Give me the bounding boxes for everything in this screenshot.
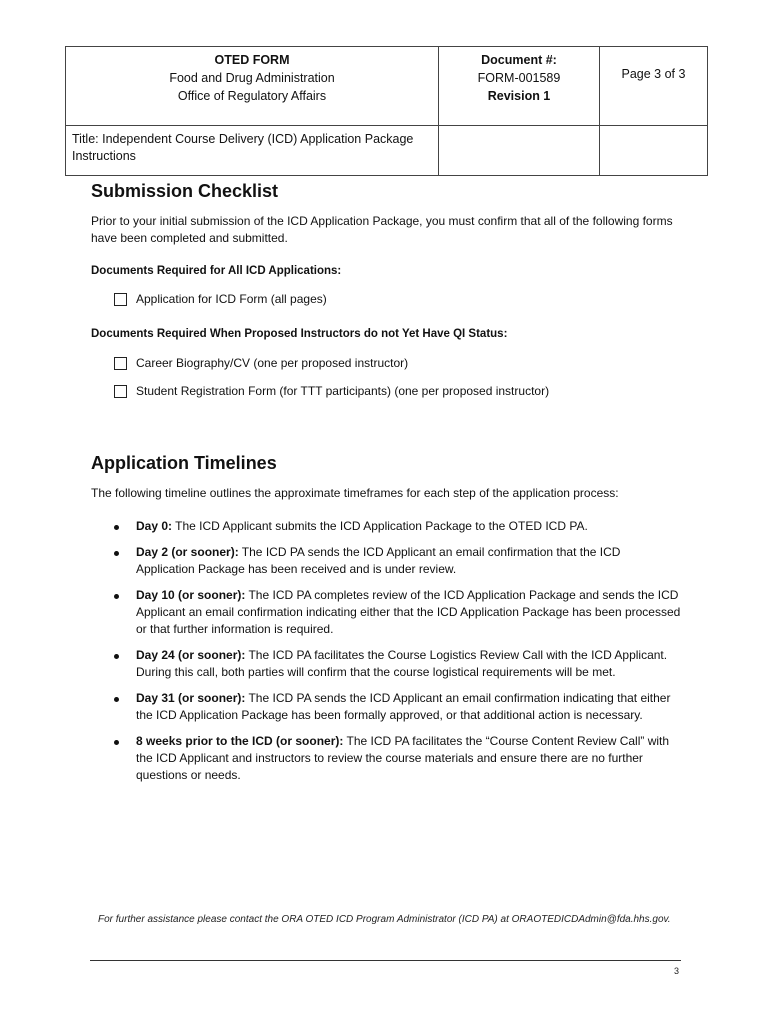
form-name: OTED FORM <box>214 53 290 67</box>
timeline-item <box>91 518 681 535</box>
page-count-cell <box>600 47 708 126</box>
bullet-icon <box>114 525 119 530</box>
checkbox[interactable] <box>114 293 127 306</box>
checkbox[interactable] <box>114 385 127 398</box>
timeline-text: The ICD PA sends the ICD Applicant an email confirmation that the ICD Application Package has been received and is under review. <box>136 545 621 576</box>
timeline-label: 8 weeks prior to the ICD (or sooner): <box>136 734 344 748</box>
document-number-cell <box>439 47 600 126</box>
bullet-icon <box>114 740 119 745</box>
timeline-list <box>91 518 681 793</box>
document-title-line1: Title: Independent Course Delivery (ICD) Application Package <box>72 132 414 146</box>
checklist-intro-line1: Prior to your initial submission of the ICD Application Package, you must confirm that all of the following forms <box>91 214 673 228</box>
checklist-item-label: Student Registration Form (for TTT participants) (one per proposed instructor) <box>136 384 550 398</box>
timeline-label: Day 10 (or sooner): <box>136 588 246 602</box>
checklist-intro-line2: have been completed and submitted. <box>91 231 288 245</box>
bullet-icon <box>114 551 119 556</box>
empty-cell <box>439 126 600 176</box>
checklist-item-label: Application for ICD Form (all pages) <box>136 292 327 306</box>
timeline-label: Day 0: <box>136 519 173 533</box>
timeline-item <box>91 733 681 784</box>
checklist-item[interactable] <box>114 292 327 306</box>
document-number: FORM-001589 <box>477 71 561 85</box>
page-number: 3 <box>674 966 680 976</box>
document-label: Document #: <box>481 53 557 67</box>
timeline-label: Day 31 (or sooner): <box>136 691 246 705</box>
timeline-text: The ICD PA completes review of the ICD Application Package and sends the ICD Applicant an email confirmation indicating either that the ICD Application Package has been processed or that further information is required. <box>136 588 681 636</box>
bullet-icon <box>114 697 119 702</box>
revision: Revision 1 <box>487 89 551 103</box>
timeline-item <box>91 544 681 578</box>
timeline-label: Day 2 (or sooner): <box>136 545 239 559</box>
page-count: Page 3 of 3 <box>621 67 686 81</box>
checkbox[interactable] <box>114 357 127 370</box>
checklist-item[interactable] <box>114 356 408 370</box>
required-no-qi-label: Documents Required When Proposed Instructors do not Yet Have QI Status: <box>91 328 508 340</box>
submission-checklist-heading: Submission Checklist <box>91 181 279 201</box>
contact-note: For further assistance please contact the ORA OTED ICD Program Administrator (ICD PA) at ORAOTEDICDAdmin@fda.hhs.gov. <box>98 914 671 925</box>
timeline-item <box>91 587 681 638</box>
timeline-label: Day 24 (or sooner): <box>136 648 246 662</box>
timeline-item <box>91 690 681 724</box>
empty-cell <box>600 126 708 176</box>
timelines-intro: The following timeline outlines the approximate timeframes for each step of the application process: <box>91 486 619 500</box>
required-all-label: Documents Required for All ICD Applications: <box>91 265 342 277</box>
checklist-item-label: Career Biography/CV (one per proposed instructor) <box>136 356 409 370</box>
timeline-text: The ICD PA sends the ICD Applicant an email confirmation indicating that either the ICD Application Package has been formally approved, or that additional action is necessary. <box>136 691 671 722</box>
timeline-text: The ICD PA facilitates the Course Logistics Review Call with the ICD Applicant. During this call, both parties will confirm that the course logistical requirements will be met. <box>136 648 668 679</box>
checklist-item[interactable] <box>114 384 549 398</box>
checklist-intro <box>91 213 673 247</box>
office-name: Office of Regulatory Affairs <box>177 89 327 103</box>
application-timelines-heading: Application Timelines <box>91 453 277 473</box>
timeline-text: The ICD Applicant submits the ICD Application Package to the OTED ICD PA. <box>172 519 588 533</box>
footer-divider <box>90 960 681 961</box>
form-identity-cell <box>66 47 439 126</box>
timeline-item <box>91 647 681 681</box>
document-header-table <box>65 46 708 176</box>
document-title-cell <box>66 126 439 176</box>
bullet-icon <box>114 594 119 599</box>
document-title-line2: Instructions <box>72 149 136 163</box>
agency-name: Food and Drug Administration <box>169 71 335 85</box>
timeline-text: The ICD PA facilitates the “Course Content Review Call” with the ICD Applicant and instructors to review the course materials and ensure there are no further questions or needs. <box>136 734 670 782</box>
bullet-icon <box>114 654 119 659</box>
